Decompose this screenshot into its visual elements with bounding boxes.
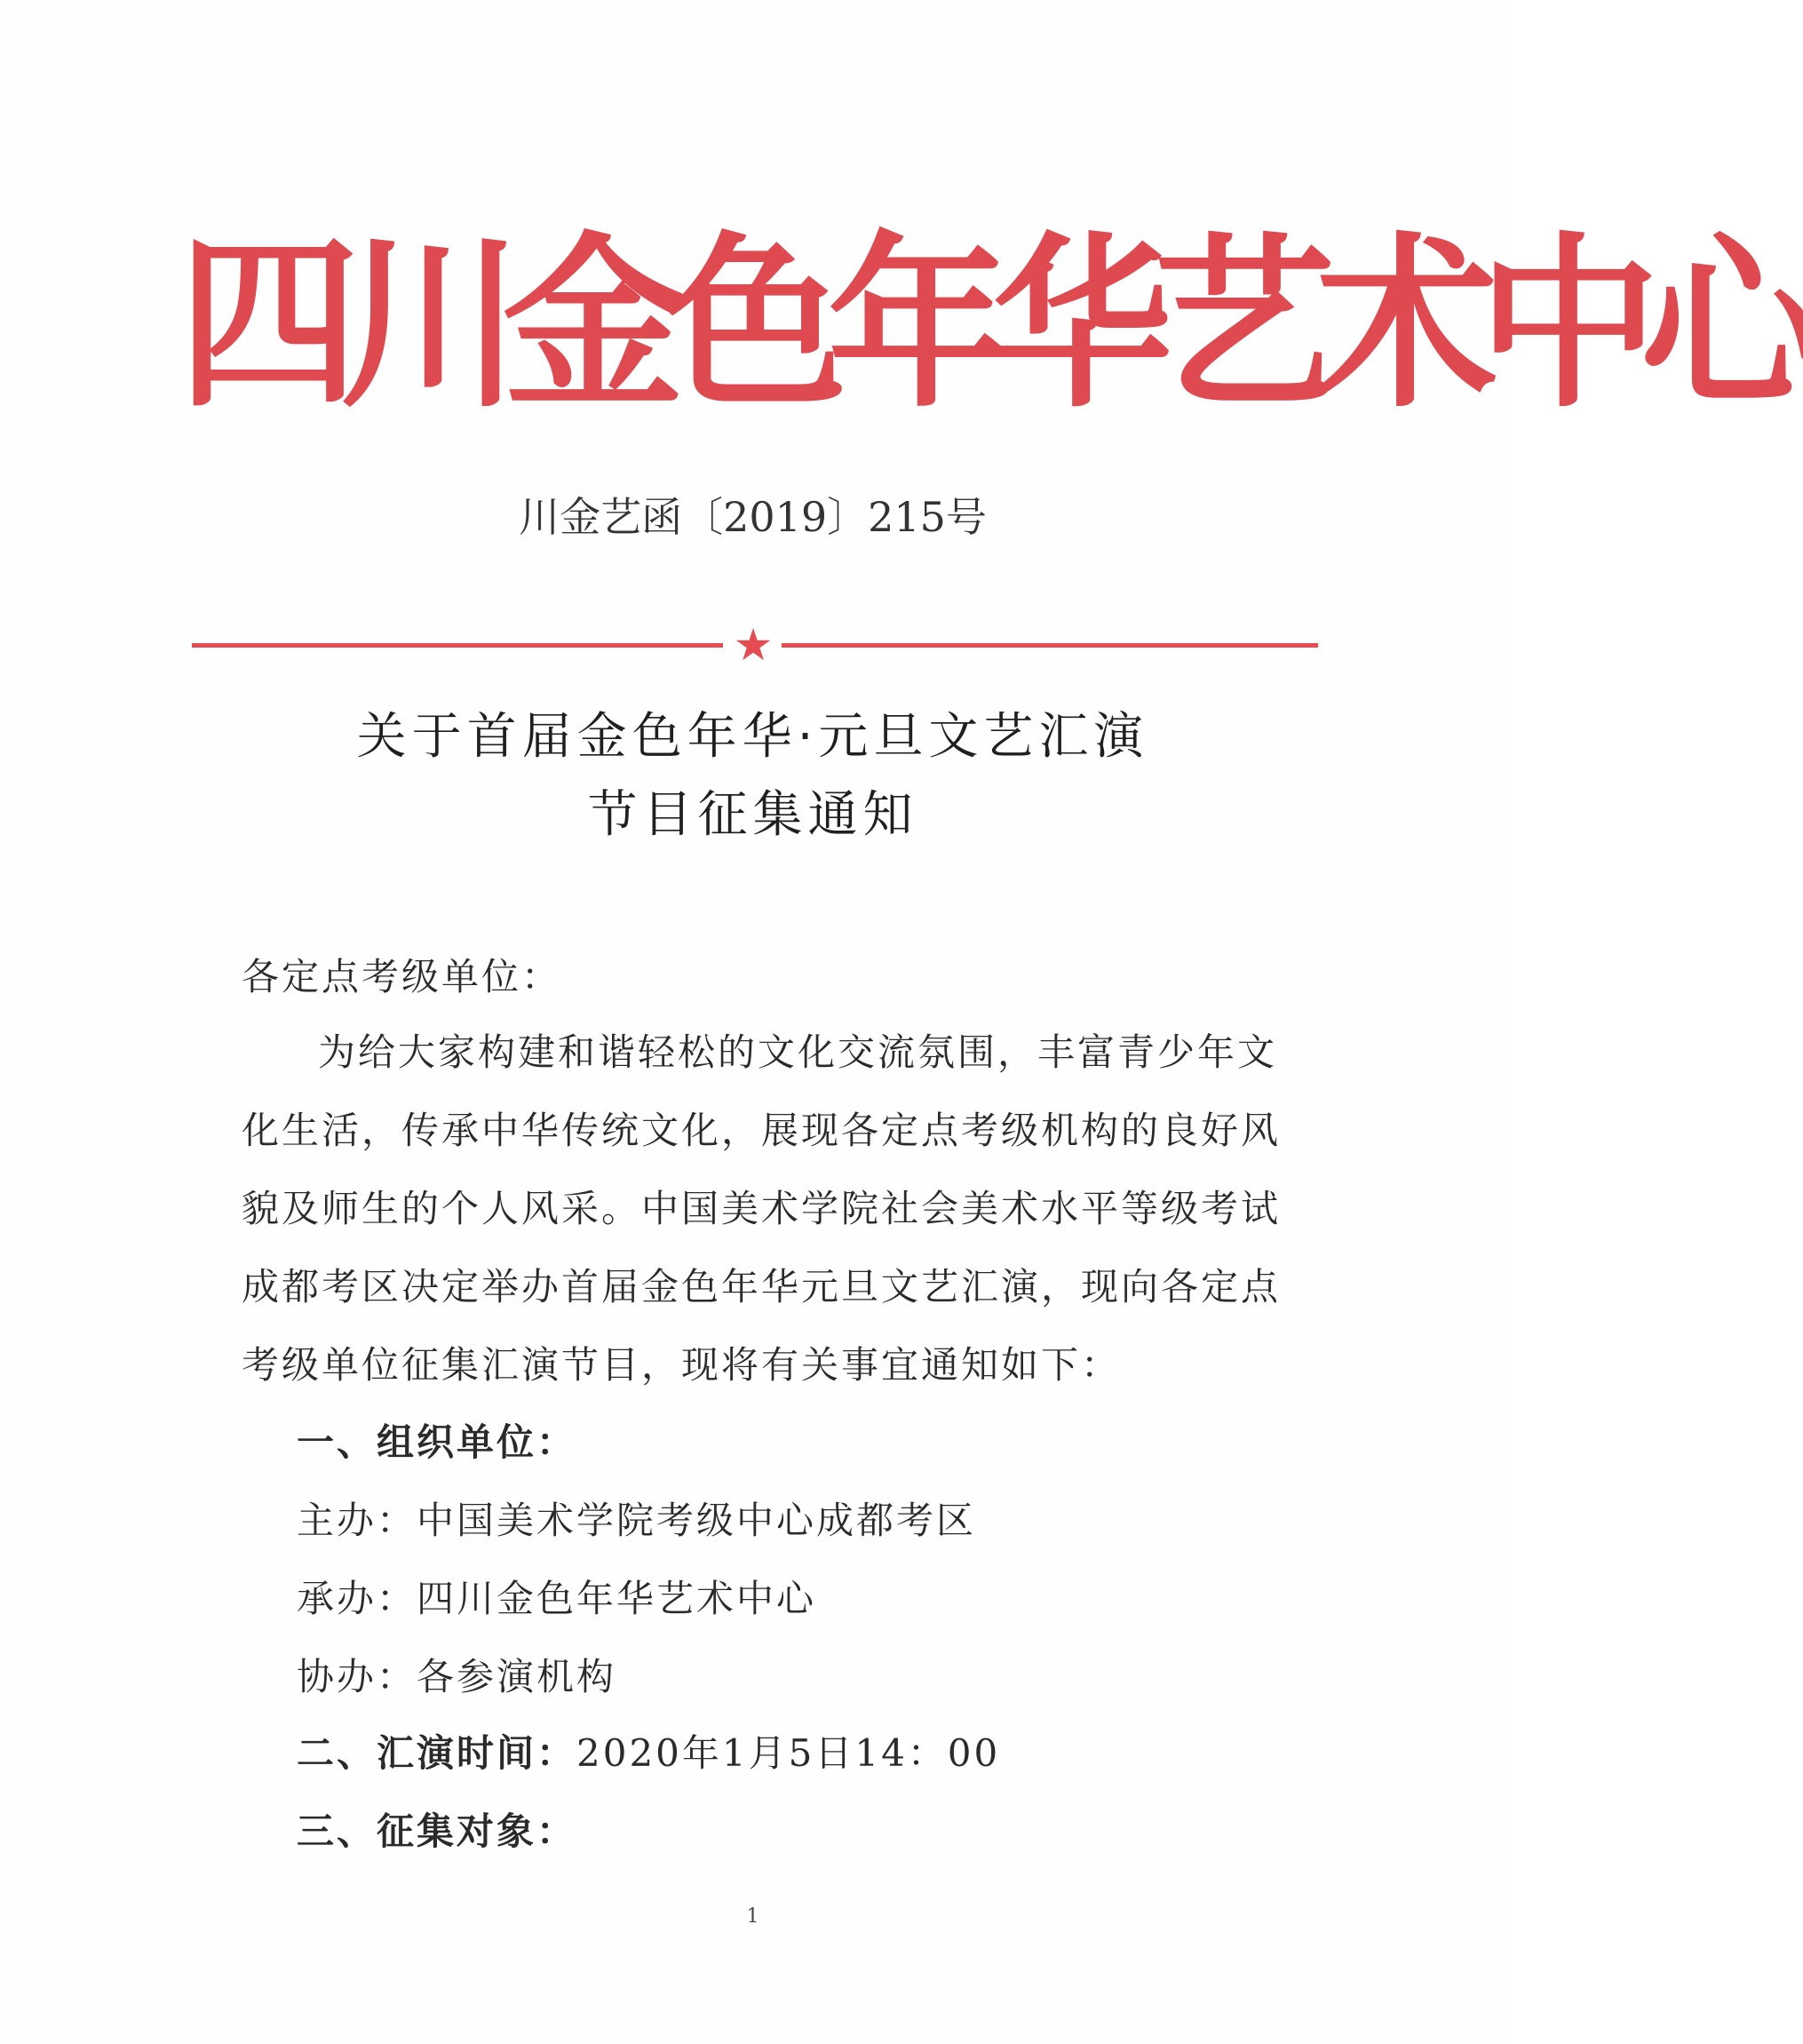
notice-title-line2: 节目征集通知 [587,786,918,844]
organizer-line: 承办：四川金色年华艺术中心 [297,1577,817,1620]
star-icon: ★ [733,619,774,671]
document-number: 川金艺函〔2019〕215号 [519,493,987,541]
intro-line-4: 成都考区决定举办首届金色年华元旦文艺汇演，现向各定点 [242,1265,1282,1308]
red-rule-right [782,643,1318,648]
section3-heading: 三、征集对象： [297,1809,577,1853]
host-line: 主办：中国美术学院考级中心成都考区 [297,1499,977,1542]
intro-line-5: 考级单位征集汇演节目，现将有关事宜通知如下： [242,1343,1122,1387]
notice-title-line1: 关于首届金色年华·元旦文艺汇演 [356,708,1149,766]
co-organizer-line: 协办：各参演机构 [297,1655,617,1698]
intro-line-3: 貌及师生的个人风采。中国美术学院社会美术水平等级考试 [242,1187,1282,1230]
page-number: 1 [746,1905,759,1928]
section1-heading: 一、组织单位： [297,1420,577,1464]
performance-time: 2020年1月5日14：00 [576,1731,1001,1775]
masthead-title: 四川金色年华艺术中心 [178,215,1803,433]
salutation: 各定点考级单位： [242,955,562,998]
section2-heading: 二、汇演时间： [297,1731,577,1775]
intro-line-2: 化生活，传承中华传统文化，展现各定点考级机构的良好风 [242,1109,1282,1152]
intro-line-1: 为给大家构建和谐轻松的文化交流氛围，丰富青少年文 [318,1030,1278,1074]
red-rule-left [192,643,723,648]
section2-line [297,1727,1000,1780]
